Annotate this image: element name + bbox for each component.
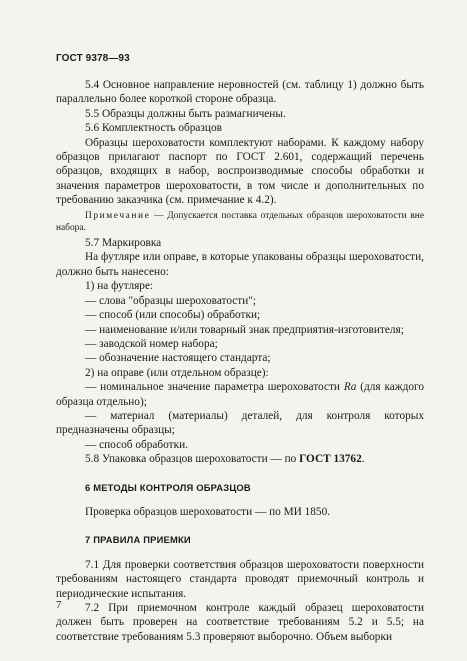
section-6-title: 6 МЕТОДЫ КОНТРОЛЯ ОБРАЗЦОВ [85, 481, 251, 493]
document-header: ГОСТ 9378—93 [56, 53, 130, 64]
paragraph-7-1: 7.1 Для проверки соответствия образцов шероховатости поверхности требованиям настоящего стандарта проводят приемочный контроль и периодические испытания. [56, 558, 424, 600]
spacer [56, 467, 424, 481]
document-body [56, 78, 424, 644]
section-7-title: 7 ПРАВИЛА ПРИЕМКИ [85, 534, 191, 546]
paragraph-7-2: 7.2 При приемочном контроле каждый образец шероховатости должен быть проверен на соответствие требованиям 5.2 и 5.5; на соответствие требованиям 5.3 проверяют выборочно. Объем выборки [56, 602, 424, 643]
ra-symbol: Ra [343, 381, 357, 394]
paragraph-5-7-body: На футляре или оправе, в которые упакованы образцы шероховатости, должно быть нанесено: [56, 251, 424, 278]
p58-text: 5.8 Упаковка образцов шероховатости — по [85, 453, 300, 466]
paragraph-5-6-body: Образцы шероховатости комплектуют наборами. К каждому набору образцов прилагают паспорт по ГОСТ 2.601, содержащий перечень образцов, входящих в набор, воспроизводимые способы обработки и значения параметров шероховатости, в том числе и дополнительных по требованию заказчика (см. примечание к 4.2). [56, 136, 424, 207]
list-item: — наименование и/или товарный знак предприятия-изготовителя; [85, 323, 404, 336]
list-item: — обозначение настоящего стандарта; [85, 352, 271, 365]
list-item: — способ (или способы) обработки; [85, 309, 261, 322]
note [56, 210, 424, 234]
list-item: — способ обработки. [85, 438, 188, 451]
note-label: Примечание [85, 210, 151, 221]
spacer [56, 519, 424, 533]
paragraph-5-6-heading: 5.6 Комплектность образцов [85, 122, 222, 135]
list-item: 2) на оправе (или отдельном образце): [85, 366, 269, 379]
paragraph-5-4: 5.4 Основное направление неровностей (см. таблицу 1) должно быть параллельно более короткой стороне образца. [56, 79, 424, 106]
item-text: — номинальное значение параметра шероховатости [85, 381, 344, 394]
page-number: 7 [56, 599, 62, 611]
list-item: 1) на футляре: [85, 280, 154, 293]
paragraph-5-5: 5.5 Образцы должны быть размагничены. [85, 107, 286, 120]
list-item: — слова "образцы шероховатости"; [85, 294, 257, 307]
section-6-body: Проверка образцов шероховатости — по МИ 1850. [85, 505, 331, 518]
spacer [56, 548, 424, 558]
list-item: — заводской номер набора; [85, 337, 218, 350]
item-text: (для каждого образца отдельно); [56, 381, 424, 408]
list-item: — материал (материалы) деталей, для контроля которых предназначены образцы; [56, 409, 424, 437]
paragraph-5-8 [56, 452, 424, 466]
p58-end: . [361, 453, 365, 466]
gost-ref: ГОСТ 13762 [299, 453, 362, 466]
list-item [56, 380, 424, 409]
paragraph-5-7-heading: 5.7 Маркировка [85, 237, 162, 250]
spacer [56, 495, 424, 505]
note-text: — Допускается поставка отдельных образцов шероховатости вне набора. [56, 210, 424, 233]
